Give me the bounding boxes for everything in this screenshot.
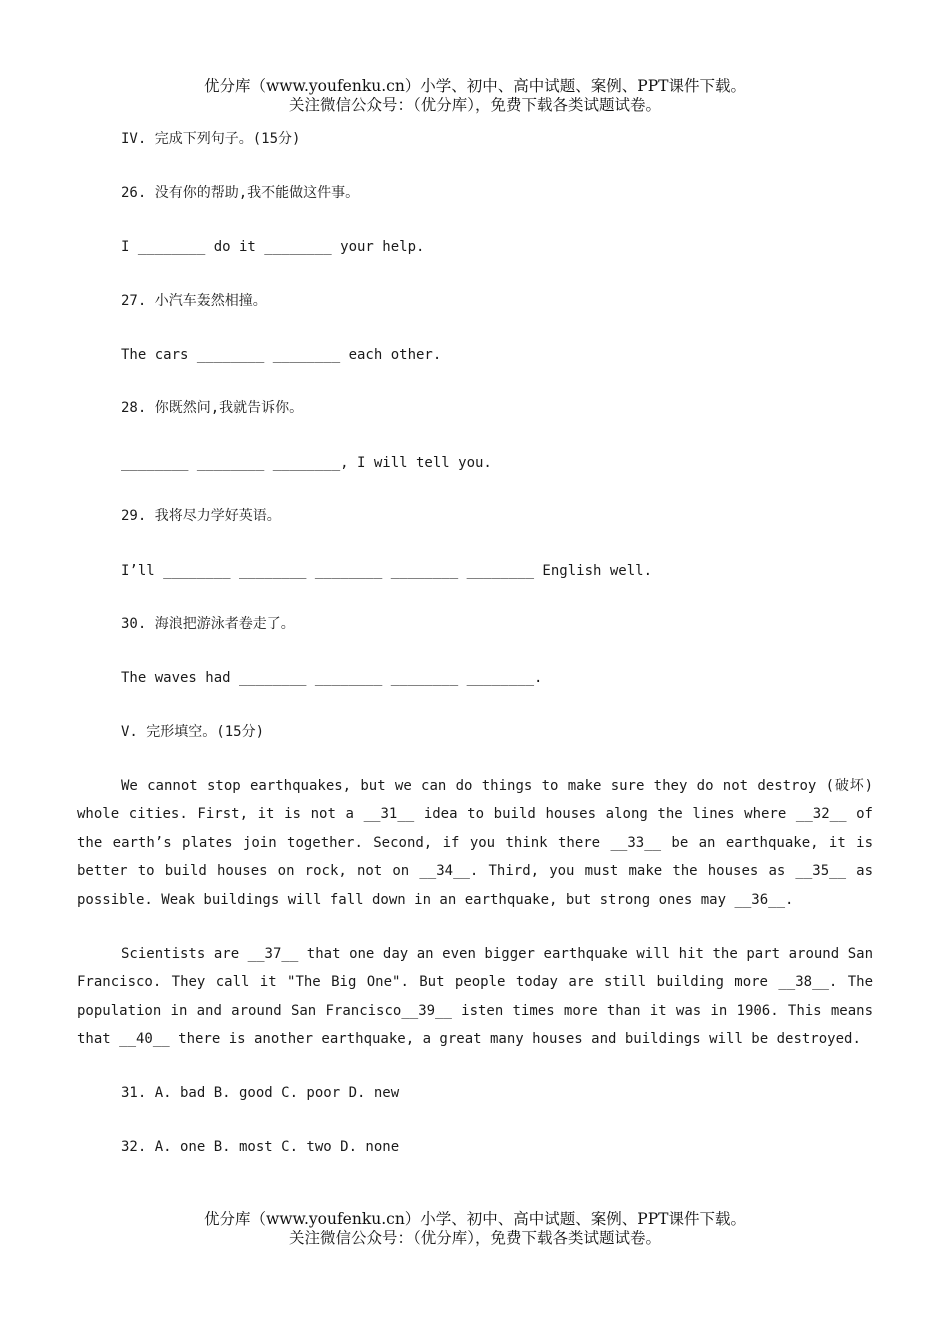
footer-line-1: 优分库（www.youfenku.cn）小学、初中、高中试题、案例、PPT课件下载。: [203, 1210, 747, 1228]
question-28-english: ________ ________ ________, I will tell you.: [121, 455, 492, 471]
question-28-chinese: 28. 你既然问,我就告诉你。: [121, 400, 304, 416]
question-26-chinese: 26. 没有你的帮助,我不能做这件事。: [121, 185, 360, 201]
cloze-paragraph-1: We cannot stop earthquakes, but we can do things to make sure they do not destroy (破坏) whole cities. First, it is not a __31__ idea to build houses along the lines where __32__ of the earth’s plates join together. Second, if you think there __33__ be an earthquake, it is better to build houses on rock, not on __34__. Third, you must make the houses as __35__ as possible. Weak buildings will fall down in an earthquake, but strong ones may __36__.: [77, 778, 873, 908]
question-27-english: The cars ________ ________ each other.: [121, 347, 442, 363]
question-26-english: I ________ do it ________ your help.: [121, 239, 425, 255]
footer-banner: [0, 1210, 950, 1248]
question-29-chinese: 29. 我将尽力学好英语。: [121, 508, 281, 524]
question-30-english: The waves had ________ ________ ________ ________.: [121, 670, 543, 686]
footer-line-2: 关注微信公众号：（优分库），免费下载各类试题试卷。: [288, 1229, 661, 1247]
question-31-options: 31. A. bad B. good C. poor D. new: [121, 1085, 400, 1101]
question-30-chinese: 30. 海浪把游泳者卷走了。: [121, 616, 295, 632]
section-4-heading: IV. 完成下列句子。(15分): [121, 131, 301, 147]
section-5-heading: V. 完形填空。(15分): [121, 724, 265, 740]
banner-line-1: 优分库（www.youfenku.cn）小学、初中、高中试题、案例、PPT课件下载。: [203, 77, 747, 95]
banner-line-2: 关注微信公众号：（优分库），免费下载各类试题试卷。: [288, 96, 661, 114]
question-27-chinese: 27. 小汽车轰然相撞。: [121, 293, 267, 309]
question-29-english: I’ll ________ ________ ________ ________ ________ English well.: [121, 563, 653, 579]
cloze-paragraph-2: Scientists are __37__ that one day an even bigger earthquake will hit the part around San Francisco. They call it "The Big One". But people today are still building more __38__. The population in and around San Francisco__39__ isten times more than it was in 1906. This means that __40__ there is another earthquake, a great many houses and buildings will be destroyed.: [77, 946, 873, 1048]
question-32-options: 32. A. one B. most C. two D. none: [121, 1139, 400, 1155]
